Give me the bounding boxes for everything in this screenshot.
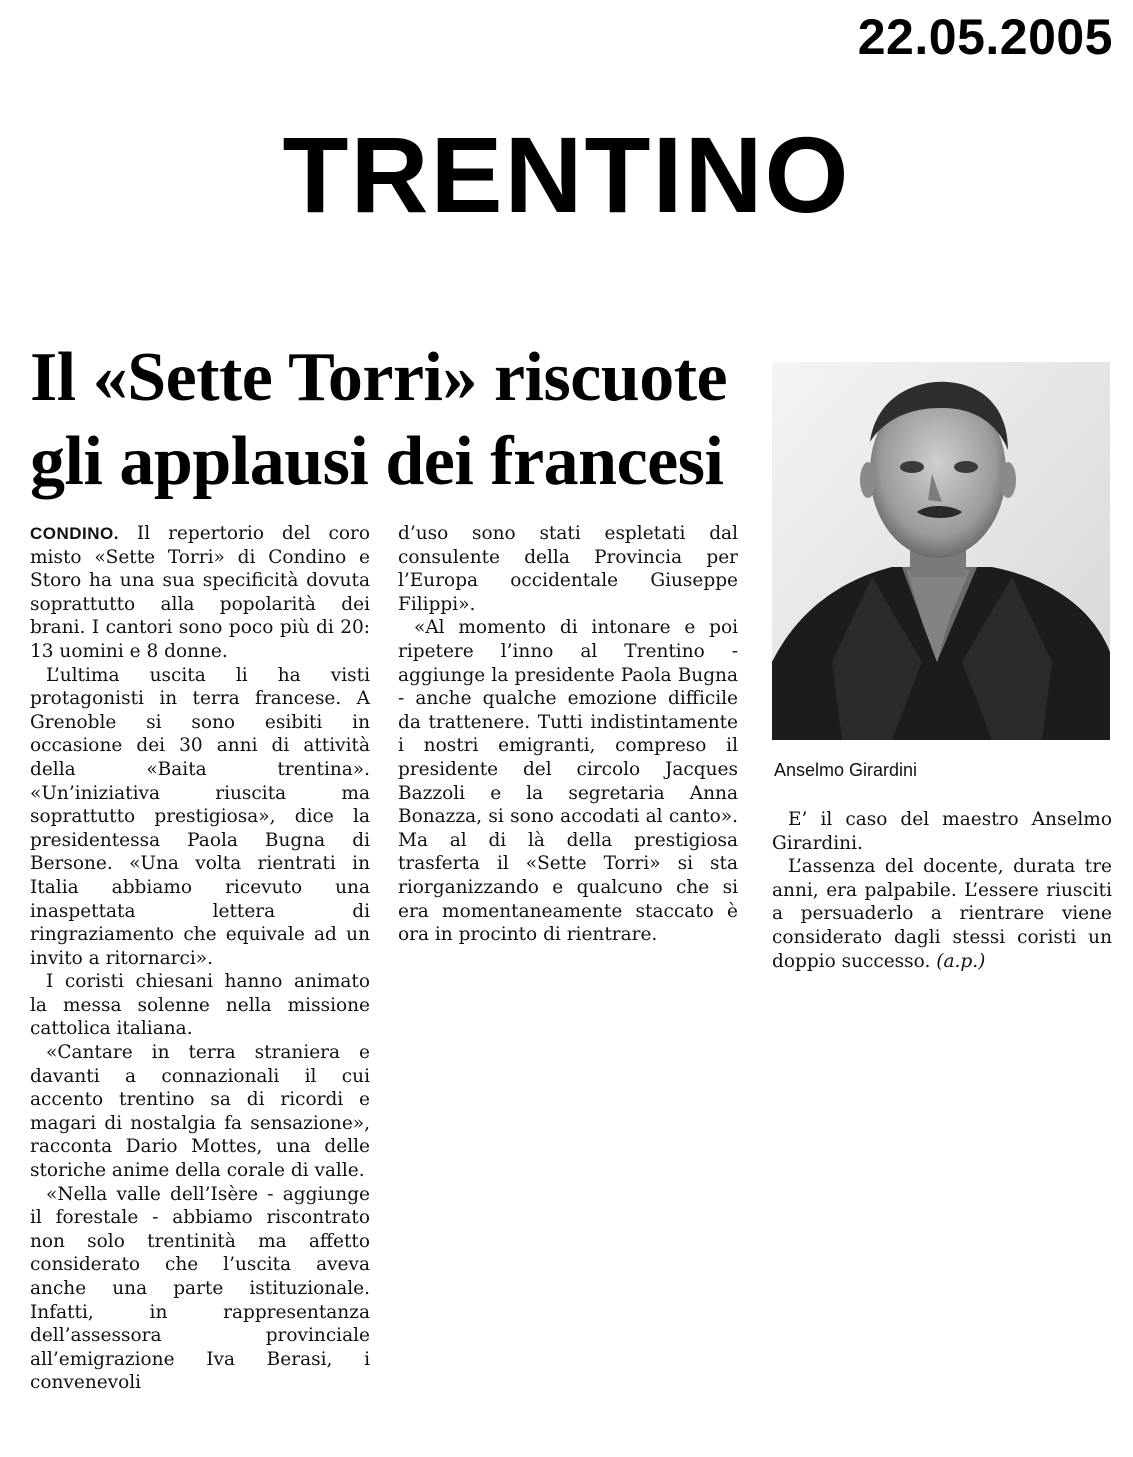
article-paragraph [772,855,1112,973]
article-paragraph [30,522,370,664]
article-photo [772,362,1110,740]
author-signature: (a.p.) [936,950,986,972]
article-paragraph: L’ultima uscita li ha visti protagonisti in terra francese. A Grenoble si sono esibiti in occasione dei 30 anni di attività della «Baita trentina». «Un’iniziativa riuscita ma soprattutto prestigiosa», dice la presidentessa Paola Bugna di Bersone. «Una volta rientrati in Italia abbiamo ricevuto una inaspettata lettera di ringraziamento che equivale ad un invito a ritornarci». [30,664,370,969]
article-paragraph: E’ il caso del maestro Anselmo Girardini. [772,809,1112,854]
headline-line-2: gli applausi dei francesi [30,423,724,500]
newspaper-masthead: TRENTINO [282,114,851,235]
article-paragraph-text: L’assenza del docente, durata tre anni, era palpabile. L’essere riusciti a persuaderlo a rientrare viene considerato dagli stessi coristi un doppio successo. [772,856,1112,972]
article-paragraph: «Cantare in terra straniera e davanti a connazionali il cui accento trentino sa di ricordi e magari di nostalgia fa sensazione», racconta Dario Mottes, una delle storiche anime della corale di valle. [30,1042,370,1182]
clipping-date: 22.05.2005 [857,9,1113,65]
article-dateline: CONDINO. [30,524,119,543]
article-paragraph-text: Il repertorio del coro misto «Sette Torri» di Condino e Storo ha una sua specificità dovuta soprattutto alla popolarità dei brani. I cantori sono poco più di 20: 13 uomini e 8 donne. [30,523,370,662]
article-headline [30,336,750,504]
article-column-1 [30,522,370,1395]
article-paragraph: «Nella valle dell’Isère - aggiunge il forestale - abbiamo riscontrato non solo trentinità ma affetto considerato che l’uscita aveva anche una parte istituzionale. Infatti, in rappresentanza dell’assessora provinciale all’emigrazione Iva Berasi, i convenevoli [30,1183,370,1394]
article-paragraph: d’uso sono stati espletati dal consulente della Provincia per l’Europa occidentale Giuseppe Filippi». [398,523,738,615]
article-paragraph: «Al momento di intonare e poi ripetere l’inno al Trentino - aggiunge la presidente Paola Bugna - anche qualche emozione difficile da trattenere. Tutti indistintamente i nostri emigranti, compreso il presidente del circolo Jacques Bazzoli e la segretaria Anna Bonazza, si sono accodati al canto». Ma al di là della prestigiosa trasferta il «Sette Torri» si sta riorganizzando e qualcuno che si era momentaneamente staccato è ora in procinto di rientrare. [398,617,738,946]
article-column-3 [772,808,1112,973]
photo-caption: Anselmo Girardini [774,760,918,780]
headline-line-1: Il «Sette Torri» riscuote [30,339,728,416]
article-paragraph: I coristi chiesani hanno animato la messa solenne nella missione cattolica italiana. [30,971,370,1040]
article-column-2 [398,522,738,947]
